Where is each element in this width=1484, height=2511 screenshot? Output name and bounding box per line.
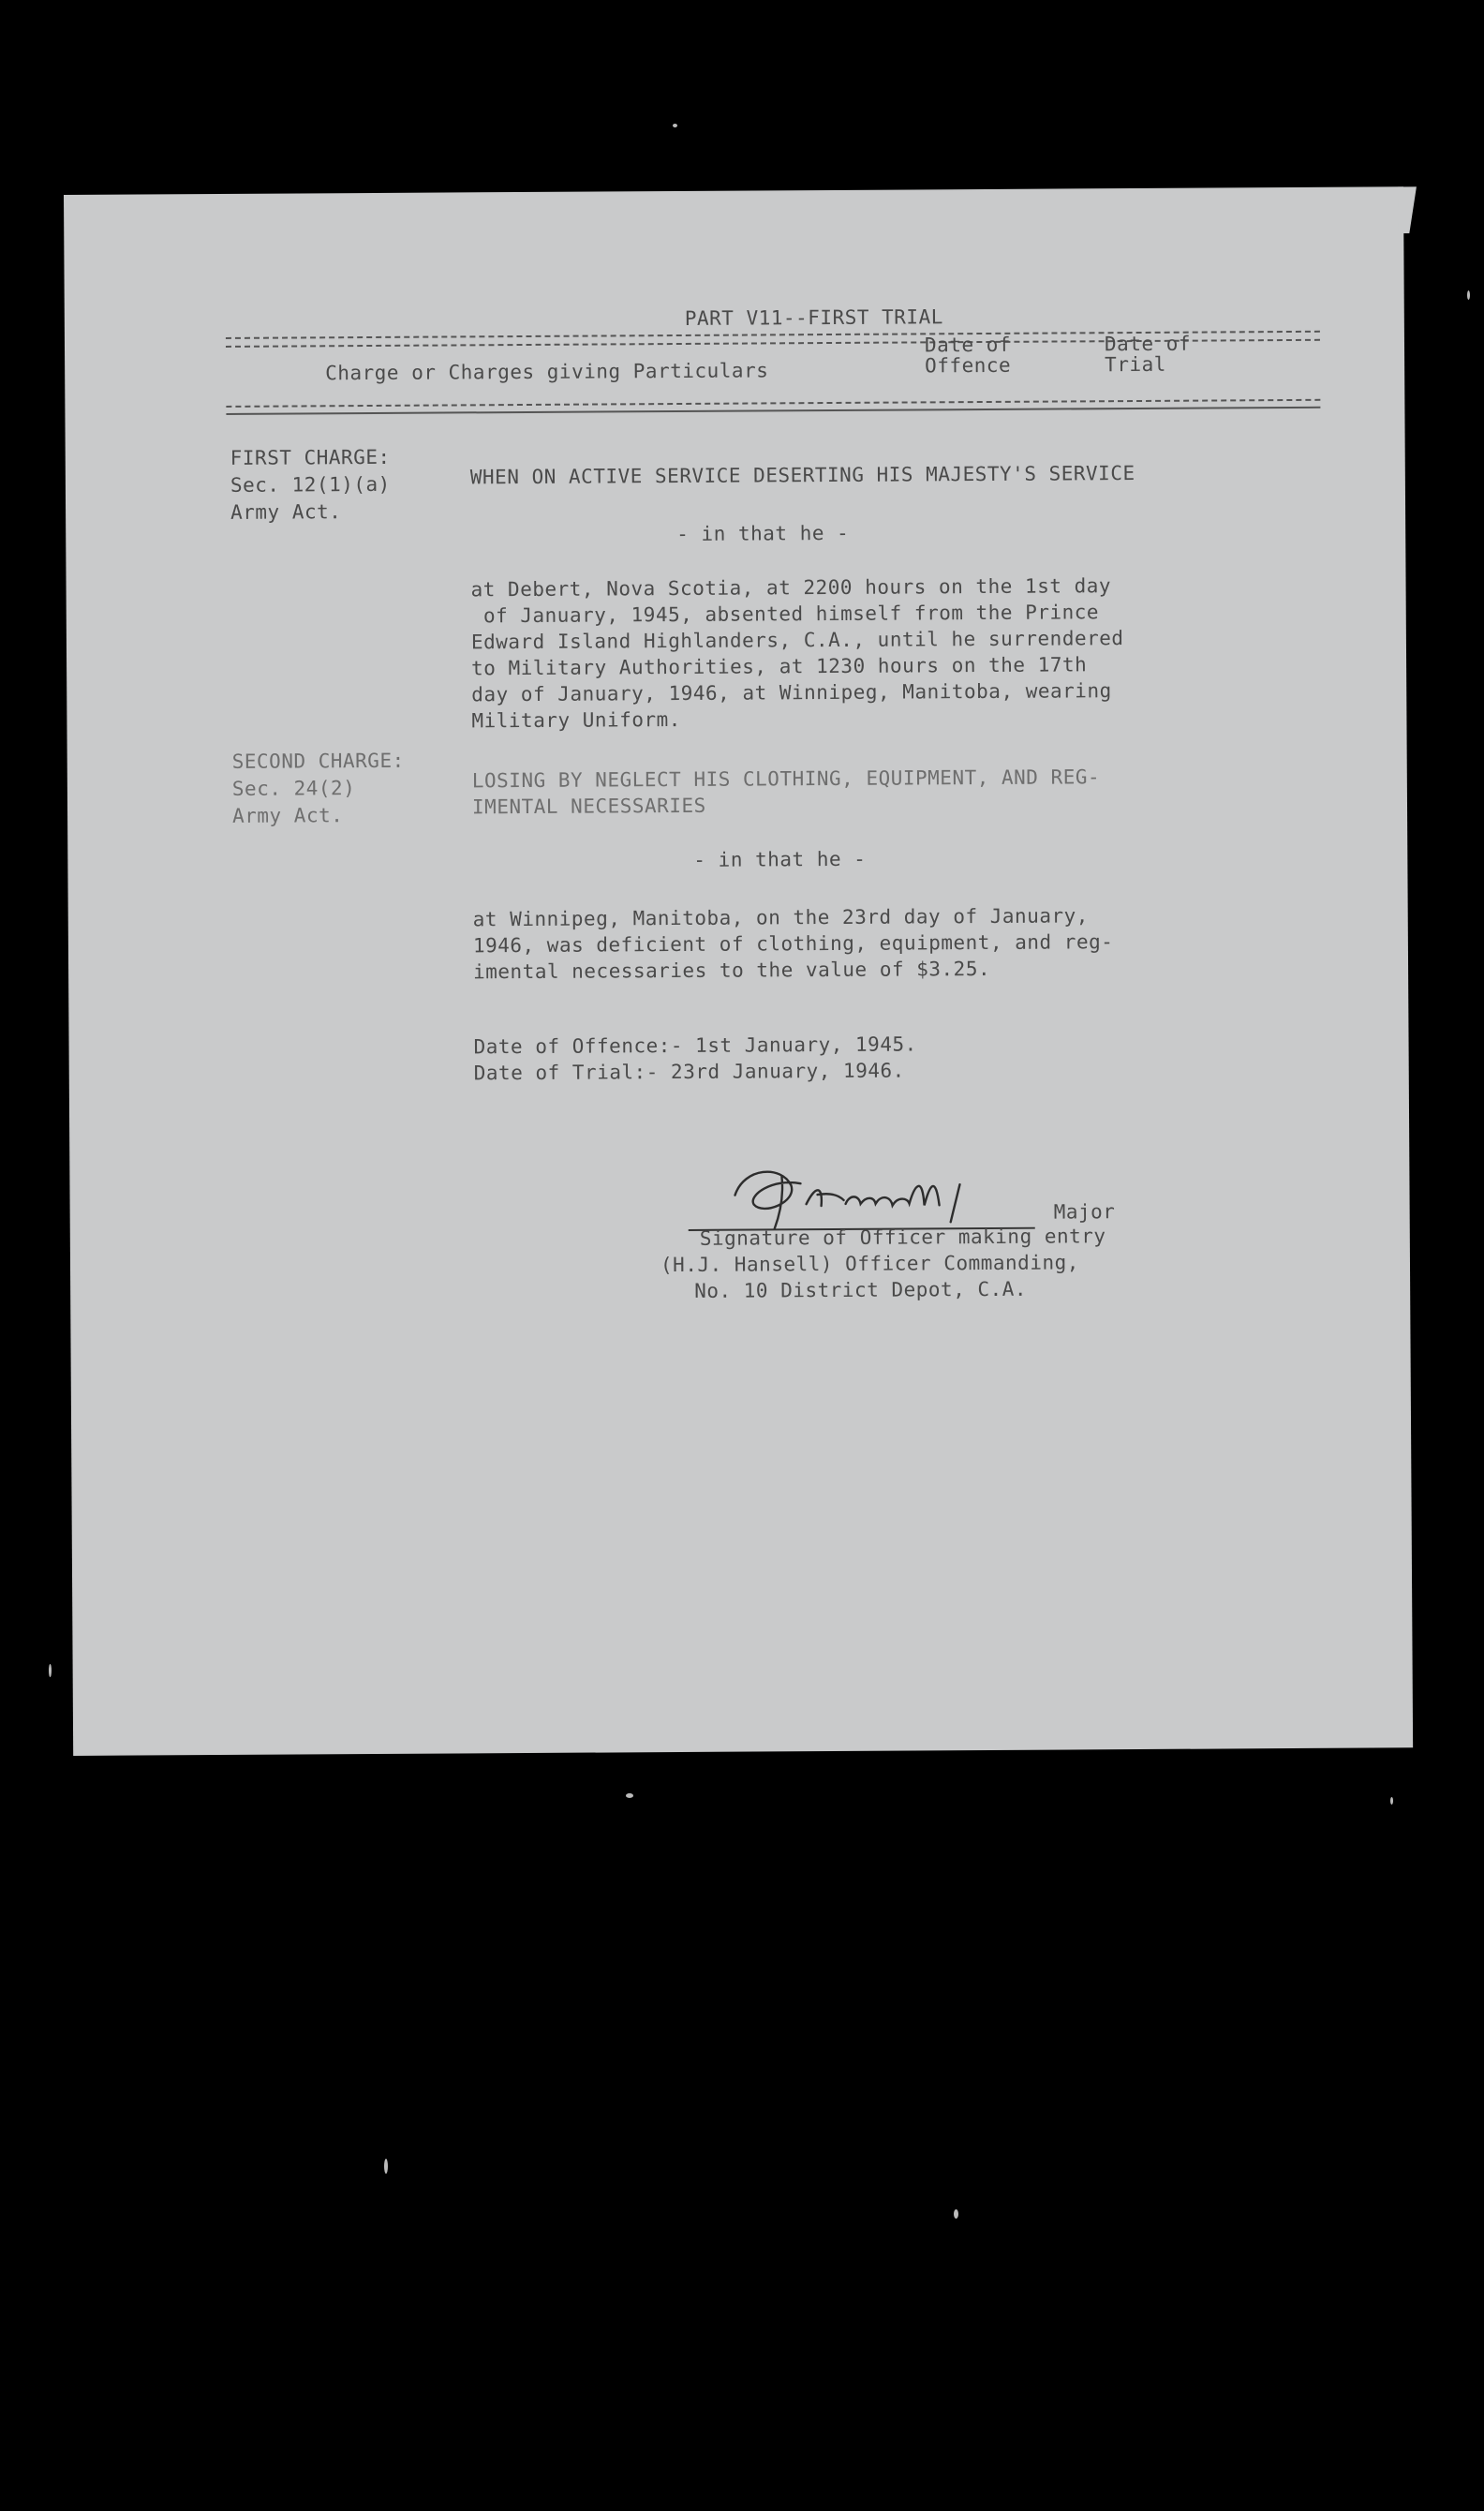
particulars-line: to Military Authorities, at 1230 hours on the 17th [471,653,1088,680]
particulars-line: Military Uniform. [471,707,681,733]
particulars-line: Edward Island Highlanders, C.A., until he surrendered [470,627,1124,654]
caption-line: (H.J. Hansell) Officer Commanding, [660,1251,1079,1277]
page-edge [1398,186,1417,233]
header-rule-bottom-2 [226,407,1320,415]
film-speck [673,124,677,127]
particulars-line: 1946, was deficient of clothing, equipment, and reg- [472,930,1114,958]
caption-line: Signature of Officer making entry [699,1225,1106,1250]
column-header-date-trial-2: Trial [1105,352,1166,377]
film-speck [626,1793,633,1798]
first-charge-in-that: - in that he - [676,521,850,546]
charge-title: FIRST CHARGE: [230,445,391,469]
film-speck [1467,290,1470,300]
particulars-line: at Debert, Nova Scotia, at 2200 hours on the 1st day [470,574,1112,602]
column-header-date-offence-1: Date of [924,333,1012,357]
charge-section: Sec. 12(1)(a) [230,472,391,497]
first-charge-particulars [470,572,1124,734]
header-rule-bottom [226,399,1320,408]
film-speck [1390,1797,1393,1805]
date-of-trial: Date of Trial:- 23rd January, 1946. [473,1059,905,1085]
second-charge-label [232,748,406,830]
charge-act: Army Act. [231,804,344,827]
heading-line: IMENTAL NECESSARIES [471,794,706,819]
dates-block [473,1031,916,1086]
column-header-charges: Charge or Charges giving Particulars [325,359,769,385]
particulars-line: day of January, 1946, at Winnipeg, Manitoba, wearing [471,679,1112,706]
particulars-line: at Winnipeg, Manitoba, on the 23rd day of January, [472,904,1089,931]
part-title: PART V11--FIRST TRIAL [684,305,943,330]
particulars-line: imental necessaries to the value of $3.25. [473,957,991,984]
second-charge-particulars [473,902,1114,985]
handwritten-signature [725,1156,1025,1233]
signature-caption [660,1223,1106,1304]
charge-section: Sec. 24(2) [231,777,356,800]
column-header-date-offence-2: Offence [925,353,1012,378]
second-charge-in-that: - in that he - [693,847,867,871]
signature-rank: Major [1053,1200,1116,1224]
caption-line: No. 10 District Depot, C.A. [694,1277,1028,1302]
heading-line: LOSING BY NEGLECT HIS CLOTHING, EQUIPMENT, AND REG- [471,765,1101,793]
film-speck [954,2209,958,2219]
first-charge-heading: WHEN ON ACTIVE SERVICE DESERTING HIS MAJESTY'S SERVICE [469,462,1135,489]
film-speck [49,1664,52,1677]
particulars-line: of January, 1945, absented himself from the Prince [470,601,1100,628]
first-charge-label [230,444,391,527]
charge-title: SECOND CHARGE: [231,749,405,773]
date-of-offence: Date of Offence:- 1st January, 1945. [473,1033,917,1059]
second-charge-heading [472,764,1101,820]
charge-act: Army Act. [230,500,342,524]
column-header-date-trial-1: Date of [1104,332,1192,356]
film-speck [384,2159,388,2174]
document-page [64,186,1413,1756]
